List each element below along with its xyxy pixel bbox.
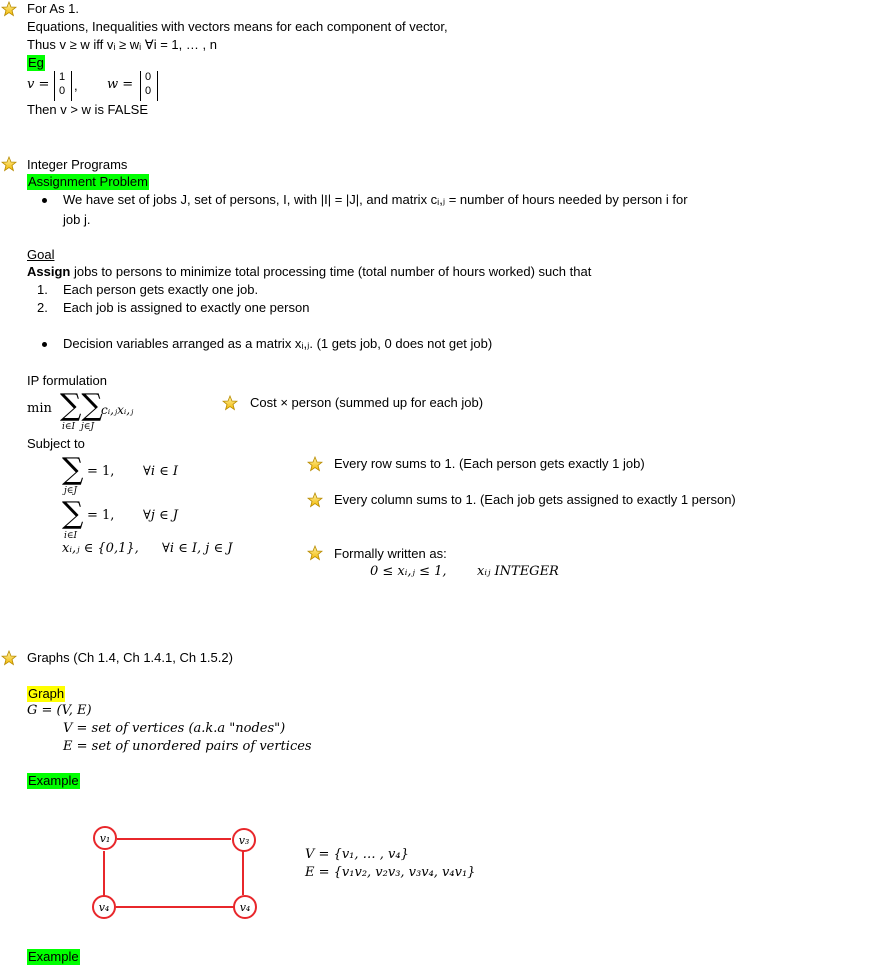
constraint-expr: = 1,: [87, 508, 115, 523]
text-rest: jobs to persons to minimize total processing time (total number of hours worked) such that: [70, 264, 592, 279]
sum-subscript: i∈I: [62, 422, 76, 432]
edge-set: E = {v₁v₂, v₂v₃, v₃v₄, v₄v₁}: [305, 865, 476, 880]
text-line: Equations, Inequalities with vectors means for each component of vector,: [27, 19, 448, 34]
list-number: 2.: [37, 300, 48, 315]
vector-label: v =: [27, 77, 50, 92]
section-title: Graphs (Ch 1.4, Ch 1.4.1, Ch 1.5.2): [27, 650, 233, 665]
vector-entry: 1: [59, 71, 66, 83]
section-title: For As 1.: [27, 1, 80, 16]
sum-subscript: i∈I: [64, 531, 78, 541]
star-icon: [307, 545, 323, 561]
star-icon: [1, 1, 17, 17]
star-icon: [222, 395, 238, 411]
subject-to-label: Subject to: [27, 436, 85, 451]
ip-heading: IP formulation: [27, 373, 107, 388]
node-label: v₄: [98, 901, 110, 914]
annotation: Every column sums to 1. (Each job gets assigned to exactly 1 person): [334, 492, 736, 507]
highlight-label: Assignment Problem: [28, 174, 148, 189]
annotation: Formally written as:: [334, 546, 447, 561]
vector-entry: 0: [145, 85, 152, 97]
text-line: Thus v ≥ w iff vᵢ ≥ wᵢ ∀i = 1, … , n: [27, 37, 217, 52]
bullet-text: Decision variables arranged as a matrix xᵢ,ⱼ. (1 gets job, 0 does not get job): [63, 336, 493, 351]
constraint-expr: xᵢ,ⱼ ∈ {0,1},: [62, 541, 139, 556]
sum-subscript: j∈J: [81, 422, 95, 432]
objective-term: cᵢ,ⱼxᵢ,ⱼ: [101, 403, 134, 417]
bullet-text: job j.: [63, 212, 91, 227]
node-label: v₄: [239, 901, 251, 914]
vector-entry: 0: [59, 85, 66, 97]
constraint-quantifier: ∀i ∈ I: [143, 464, 179, 479]
highlight-label: Eg: [28, 55, 44, 70]
list-number: 1.: [37, 282, 48, 297]
section-title: Integer Programs: [27, 157, 128, 172]
graph-diagram: [88, 822, 268, 924]
highlight-label: Example: [28, 773, 79, 788]
star-icon: [307, 456, 323, 472]
list-item: Each job is assigned to exactly one person: [63, 300, 310, 315]
vector-label: w =: [107, 77, 134, 92]
node-label: v₁: [99, 832, 111, 845]
bullet-icon: [42, 342, 47, 347]
star-icon: [1, 156, 17, 172]
goal-heading: Goal: [27, 247, 55, 262]
sum-sign: ∑: [62, 452, 84, 487]
graph-definition: V = set of vertices (a.k.a "nodes"): [63, 721, 286, 736]
sum-sign: ∑: [62, 496, 84, 531]
star-icon: [1, 650, 17, 666]
formal-expression: 0 ≤ xᵢ,ⱼ ≤ 1,: [370, 564, 447, 579]
bullet-icon: [42, 198, 47, 203]
annotation: Cost × person (summed up for each job): [250, 395, 484, 410]
annotation: Every row sums to 1. (Each person gets exactly 1 job): [334, 456, 645, 471]
bullet-text: We have set of jobs J, set of persons, I, with |I| = |J|, and matrix cᵢ,ⱼ = number of hours needed by person i for: [63, 192, 688, 207]
list-item: Each person gets exactly one job.: [63, 282, 259, 297]
vector-bracket: [54, 71, 72, 101]
star-icon: [307, 492, 323, 508]
constraint-expr: = 1,: [87, 464, 115, 479]
graph-definition: G = (V, E): [27, 703, 92, 718]
sum-sign: ∑∑: [60, 388, 103, 423]
constraint-quantifier: ∀i ∈ I, j ∈ J: [162, 541, 233, 556]
text-line: Then v > w is FALSE: [27, 102, 149, 117]
formal-expression: xᵢⱼ INTEGER: [477, 564, 559, 579]
vertex-set: V = {v₁, … , v₄}: [305, 847, 409, 862]
vector-entry: 0: [145, 71, 152, 83]
constraint-quantifier: ∀j ∈ J: [143, 508, 178, 523]
bold-word: Assign: [27, 264, 71, 279]
highlight-label: Example: [28, 949, 79, 964]
sum-subscript: j∈J: [64, 486, 78, 496]
graph-definition: E = set of unordered pairs of vertices: [63, 739, 312, 754]
vector-bracket: [140, 71, 158, 101]
min-label: min: [27, 401, 52, 416]
node-label: v₃: [238, 834, 250, 847]
text-line: [27, 264, 591, 280]
highlight-label: Graph: [28, 686, 65, 701]
